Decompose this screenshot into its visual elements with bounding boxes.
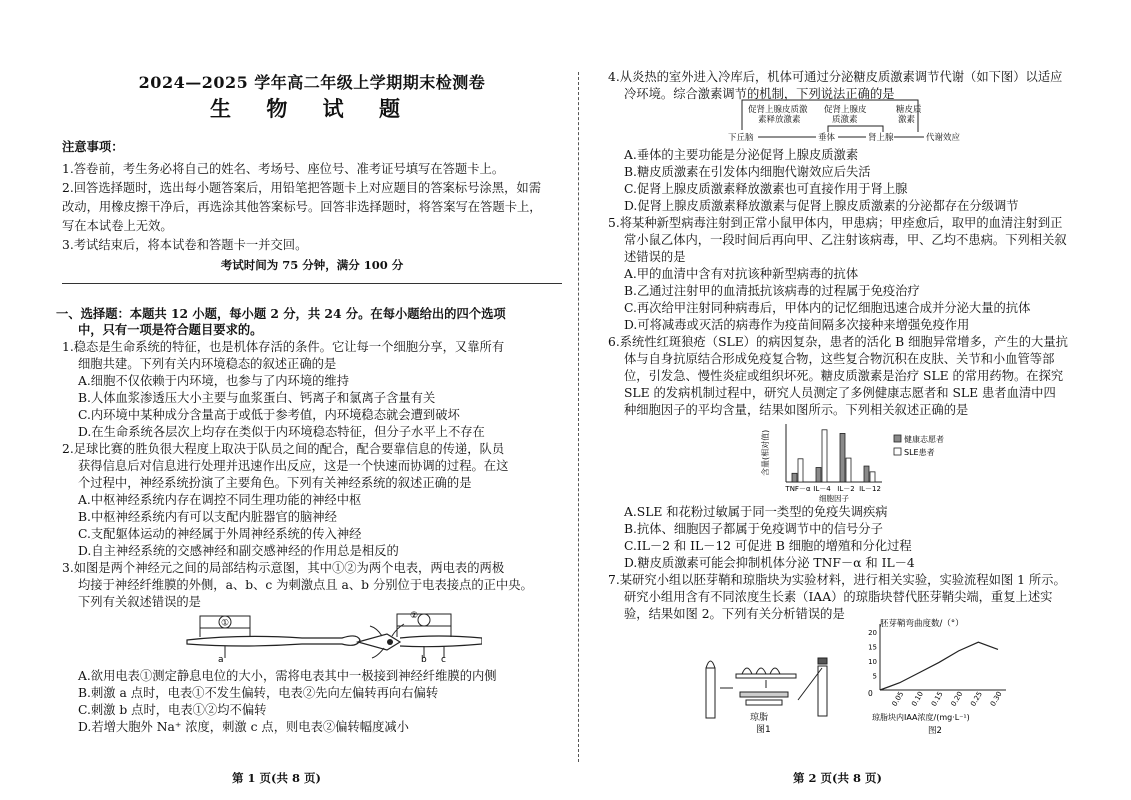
q6-stem: 6.系统性红斑狼疮（SLE）的病因复杂，患者的活化 B 细胞异常增多，产生的大量抗 <box>608 335 1068 349</box>
q2-option-c: C.支配躯体运动的神经属于外周神经系统的传入神经 <box>78 527 362 541</box>
legend-label: 健康志愿者 <box>904 435 944 444</box>
bar-xlabel: 细胞因子 <box>819 494 849 503</box>
column-divider <box>578 72 579 762</box>
hormone2-label: 促肾上腺皮 <box>824 105 867 115</box>
q2-stem: 个过程中，神经系统扮演了主要角色。下列有关神经系统的叙述正确的是 <box>78 476 472 490</box>
node-adrenal: 肾上腺 <box>868 133 894 143</box>
iaa-line-chart <box>858 612 1068 737</box>
q5-stem: 述错误的是 <box>624 250 686 264</box>
line-ytick: 20 <box>868 629 877 637</box>
q1-stem: 细胞共建。下列有关内环境稳态的叙述正确的是 <box>78 357 337 371</box>
page-number: 第 2 页(共 8 页) <box>793 771 882 785</box>
line-ytick: 15 <box>868 643 877 652</box>
q6-stem: 种细胞因子的平均含量，结果如图所示。下列相关叙述正确的是 <box>624 403 969 417</box>
q4-option-b: B.糖皮质激素在引发体内细胞代谢效应后失活 <box>624 165 871 179</box>
page-number: 第 1 页(共 8 页) <box>232 771 321 785</box>
hormone3-label: 激素 <box>898 115 916 125</box>
exam-time: 考试时间为 75 分钟，满分 100 分 <box>220 258 404 272</box>
bar <box>864 466 869 482</box>
q1-option-c: C.内环境中某种成分含量高于或低于参考值，内环境稳态就会遭到破坏 <box>78 408 460 422</box>
line-xtick: 0.05 <box>890 690 906 708</box>
line-ytick: 10 <box>868 658 877 666</box>
q2-stem: 获得信息后对信息进行处理并迅速作出反应，这是一个快速而协调的过程。在这 <box>78 459 509 473</box>
hormone2-label: 质激素 <box>832 115 858 125</box>
q6-option-a: A.SLE 和花粉过敏属于同一类型的免疫失调疾病 <box>624 505 888 519</box>
q6-stem: SLE 的发病机制过程中，研究人员测定了多例健康志愿者和 SLE 患者血清中四 <box>624 386 1056 400</box>
line-xlabel: 琼脂块内IAA浓度/(mg·L⁻¹) <box>872 713 970 722</box>
q5-option-b: B.乙通过注射甲的血清抵抗该病毒的过程属于免疫治疗 <box>624 284 920 298</box>
notice-line: 2.回答选择题时，选出每小题答案后，用铅笔把答题卡上对应题目的答案标号涂黑，如需 <box>62 181 542 195</box>
hormone3-label: 糖皮质 <box>896 105 922 115</box>
notice-heading: 注意事项： <box>62 139 124 154</box>
q2-option-d: D.自主神经系统的交感神经和副交感神经的作用总是相反的 <box>78 544 399 558</box>
hormone1-label: 素释放激素 <box>758 115 801 125</box>
hormone-flow-diagram <box>728 98 1018 150</box>
q3-option-d: D.若增大胞外 Na⁺ 浓度，刺激 c 点，则电表②偏转幅度减小 <box>78 720 409 734</box>
cytokine-bar-chart <box>758 418 998 504</box>
bar <box>816 468 821 483</box>
q4-option-d: D.促肾上腺皮质激素释放激素与促肾上腺皮质激素的分泌都存在分级调节 <box>624 199 1019 213</box>
q6-option-d: D.糖皮质激素可能会抑制机体分泌 TNF－α 和 IL－4 <box>624 556 915 570</box>
hormone1-label: 促肾上腺皮质激 <box>748 105 808 115</box>
line-ylabel: 胚芽鞘弯曲度数/（°） <box>880 619 964 629</box>
q4-option-c: C.促肾上腺皮质激素释放激素也可直接作用于肾上腺 <box>624 182 908 196</box>
q7-stem: 研究小组用含有不同浓度生长素（IAA）的琼脂块替代胚芽鞘尖端，重复上述实 <box>624 590 1053 604</box>
notice-line: 写在本试卷上无效。 <box>62 219 173 233</box>
notice-line: 3.考试结束后，将本试卷和答题卡一并交回。 <box>62 238 308 252</box>
q4-option-a: A.垂体的主要功能是分泌促肾上腺皮质激素 <box>624 148 859 162</box>
divider-line <box>62 283 562 284</box>
q6-option-b: B.抗体、细胞因子都属于免疫调节中的信号分子 <box>624 522 883 536</box>
bar <box>792 473 797 482</box>
q1-stem: 1.稳态是生命系统的特征，也是机体存活的条件。它让每一个细胞分享，又靠所有 <box>62 340 505 354</box>
neuron-diagram <box>182 608 482 663</box>
bar <box>840 433 845 482</box>
bar <box>870 472 875 482</box>
q1-option-d: D.在生命系统各层次上均存在类似于内环境稳态特征，但分子水平上不存在 <box>78 425 485 439</box>
q3-option-a: A.欲用电表①测定静息电位的大小，需将电表其中一极接到神经纤维膜的内侧 <box>78 669 497 683</box>
section-heading: 一、选择题：本题共 12 小题，每小题 2 分，共 24 分。在每小题给出的四个选项 <box>56 306 506 321</box>
bar-ylabel: 含量(相对值) <box>761 429 770 476</box>
figure2-caption: 图2 <box>928 726 942 736</box>
exam-title: 2024—2025 学年高二年级上学期期末检测卷 <box>138 73 486 92</box>
bar <box>822 430 827 482</box>
bar <box>798 459 803 482</box>
node-hypothalamus: 下丘脑 <box>728 133 754 143</box>
origin-label: 0 <box>868 689 873 698</box>
q2-stem: 2.足球比赛的胜负很大程度上取决于队员之间的配合，配合要靠信息的传递，队员 <box>62 442 505 456</box>
meter1-label: ① <box>221 618 230 629</box>
notice-line: 1.答卷前，考生务必将自己的姓名、考场号、座位号、准考证号填写在答题卡上。 <box>62 162 505 176</box>
q6-stem: 位，引发急、慢性炎症或组织坏死。糖皮质激素是治疗 SLE 的常用药物。在探究 <box>624 369 1064 383</box>
section-heading: 中，只有一项是符合题目要求的。 <box>78 322 263 337</box>
node-pituitary: 垂体 <box>818 133 836 143</box>
point-c-label: c <box>441 655 446 663</box>
q5-stem: 常小鼠乙体内，一段时间后再向甲、乙注射该病毒，甲、乙均不患病。下列相关叙 <box>624 233 1067 247</box>
line-xtick: 0.10 <box>910 690 925 708</box>
q1-option-b: B.人体血浆渗透压大小主要与血浆蛋白、钙离子和氯离子含量有关 <box>78 391 436 405</box>
line-xtick: 0.15 <box>929 690 945 708</box>
q6-stem: 体与自身抗原结合形成免疫复合物，这些复合物沉积在皮肤、关节和小血管等部 <box>624 352 1055 366</box>
notice-line: 改动，用橡皮擦干净后，再选涂其他答案标号。回答非选择题时，将答案写在答题卡上， <box>62 200 542 214</box>
line-xtick: 0.25 <box>969 690 984 708</box>
left-page <box>56 0 562 800</box>
q5-stem: 5.将某种新型病毒注射到正常小鼠甲体内，甲患病；甲痊愈后，取甲的血清注射到正 <box>608 216 1063 230</box>
q7-stem: 验，结果如图 2。下列有关分析错误的是 <box>624 607 845 621</box>
point-a-label: a <box>218 655 224 663</box>
q6-option-c: C.IL－2 和 IL－12 可促进 B 细胞的增殖和分化过程 <box>624 539 912 553</box>
bar-tick-label: IL－12 <box>859 485 881 493</box>
bar-tick-label: TNF－α <box>785 485 811 493</box>
q4-stem: 冷环境。综合激素调节的机制，下列说法正确的是 <box>624 87 895 101</box>
line-xtick: 0.20 <box>949 690 965 708</box>
q3-stem: 3.如图是两个神经元之间的局部结构示意图，其中①②为两个电表，两电表的两极 <box>62 561 505 575</box>
line-xtick: 0.30 <box>988 690 1004 708</box>
legend-label: SLE患者 <box>904 448 935 457</box>
q2-option-a: A.中枢神经系统内存在调控不同生理功能的神经中枢 <box>78 493 362 507</box>
q3-stem: 下列有关叙述错误的是 <box>78 595 201 609</box>
figure1-caption: 图1 <box>756 725 771 735</box>
meter2-label: ② <box>410 611 419 621</box>
legend-swatch <box>894 435 901 442</box>
node-effect: 代谢效应 <box>926 133 961 143</box>
bar <box>846 458 851 482</box>
q4-stem: 4.从炎热的室外进入冷库后，机体可通过分泌糖皮质激素调节代谢（如下图）以适应 <box>608 70 1063 84</box>
q5-option-c: C.再次给甲注射同种病毒后，甲体内的记忆细胞迅速合成并分泌大量的抗体 <box>624 301 1031 315</box>
agar-label: 琼脂 <box>750 713 769 723</box>
line-series <box>880 642 998 690</box>
right-page <box>608 0 1080 800</box>
experiment-figure-1 <box>698 640 848 735</box>
q3-option-c: C.刺激 b 点时，电表①②均不偏转 <box>78 703 267 717</box>
q5-option-a: A.甲的血清中含有对抗该种新型病毒的抗体 <box>624 267 859 281</box>
q2-option-b: B.中枢神经系统内有可以支配内脏器官的脑神经 <box>78 510 337 524</box>
q3-option-b: B.刺激 a 点时，电表①不发生偏转，电表②先向左偏转再向右偏转 <box>78 686 439 700</box>
bar-tick-label: IL－4 <box>813 485 831 493</box>
q1-option-a: A.细胞不仅依赖于内环境，也参与了内环境的维持 <box>78 374 350 388</box>
q7-stem: 7.某研究小组以胚芽鞘和琼脂块为实验材料，进行相关实验，实验流程如图 1 所示。 <box>608 573 1066 587</box>
line-ytick: 5 <box>872 672 877 681</box>
q5-option-d: D.可将减毒或灭活的病毒作为疫苗间隔多次接种来增强免疫作用 <box>624 318 970 332</box>
subject-title: 生 物 试 题 <box>210 96 414 121</box>
q3-stem: 均接于神经纤维膜的外侧，a、b、c 为刺激点且 a、b 分别位于电表接点的正中央。 <box>78 578 533 592</box>
point-b-label: b <box>421 655 427 663</box>
legend-swatch <box>894 448 901 455</box>
bar-tick-label: IL－2 <box>837 485 855 493</box>
